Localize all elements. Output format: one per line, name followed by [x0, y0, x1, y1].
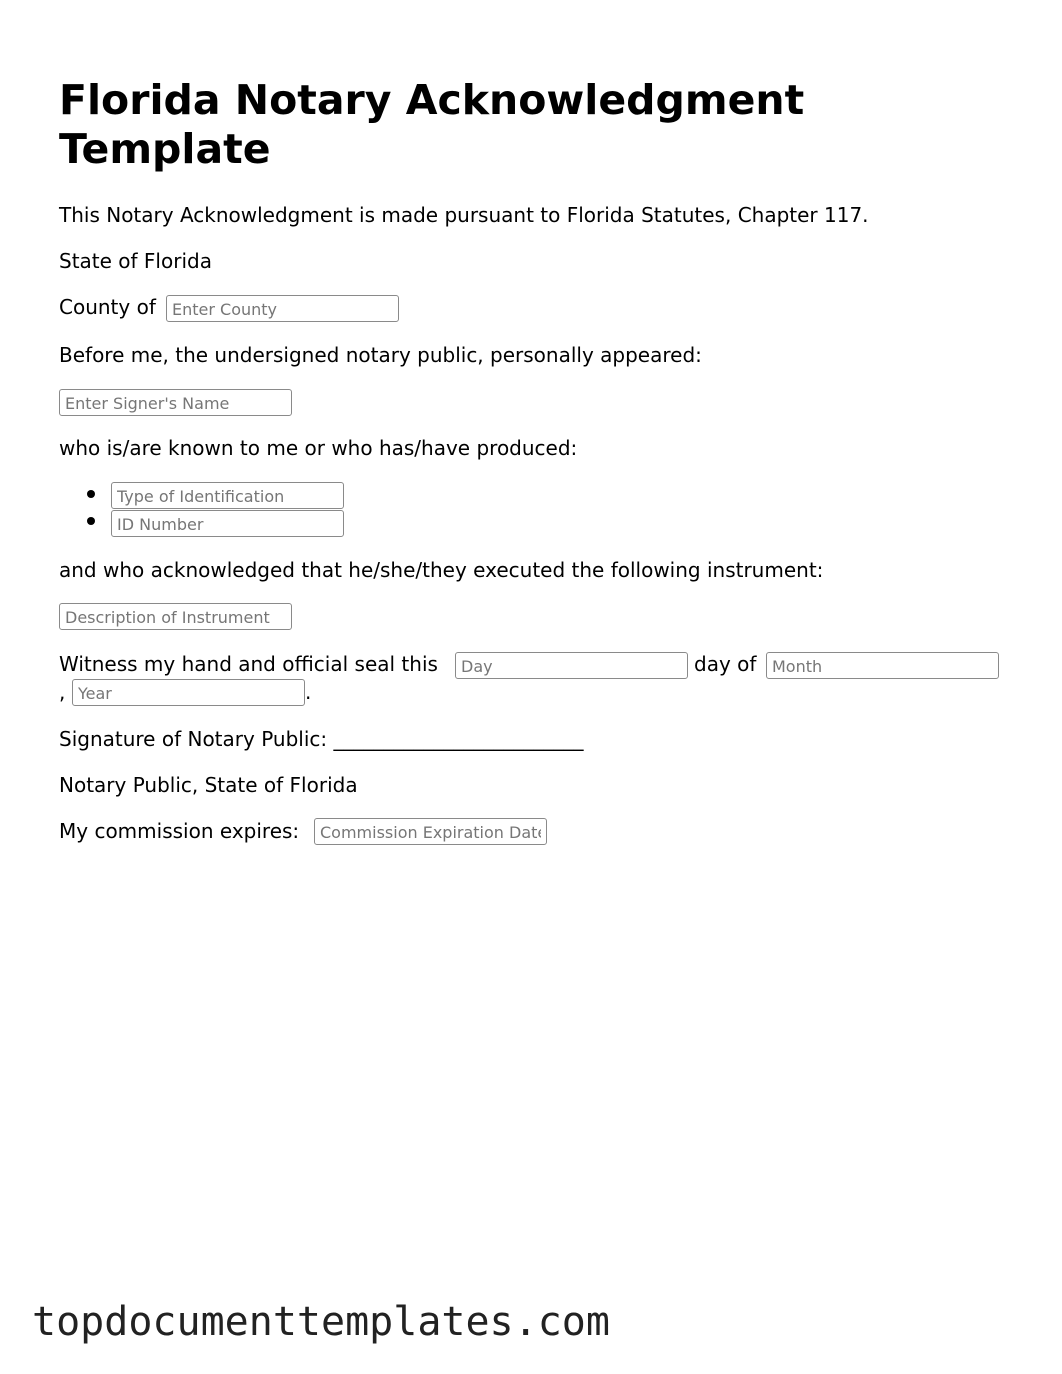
instrument-input[interactable]: [59, 603, 292, 630]
month-input[interactable]: [766, 652, 999, 679]
signature-line: Signature of Notary Public: _________________________: [59, 727, 584, 751]
intro-text: This Notary Acknowledgment is made pursuant to Florida Statutes, Chapter 117.: [59, 203, 869, 227]
period-text: .: [305, 680, 312, 704]
state-line: State of Florida: [59, 249, 212, 273]
id-number-input[interactable]: [111, 510, 344, 537]
watermark: topdocumenttemplates.com: [32, 1299, 610, 1345]
notary-line: Notary Public, State of Florida: [59, 773, 358, 797]
signer-name-input[interactable]: [59, 389, 292, 416]
appeared-text: Before me, the undersigned notary public, personally appeared:: [59, 343, 702, 367]
commission-expiration-input[interactable]: [314, 818, 547, 845]
acknowledged-text: and who acknowledged that he/she/they executed the following instrument:: [59, 558, 824, 582]
county-label: County of: [59, 295, 156, 319]
day-of-text: day of: [694, 652, 757, 676]
day-input[interactable]: [455, 652, 688, 679]
page-title: Florida Notary Acknowledgment Template: [59, 76, 805, 173]
year-input[interactable]: [72, 679, 305, 706]
produced-text: who is/are known to me or who has/have produced:: [59, 436, 578, 460]
witness-prefix: Witness my hand and official seal this: [59, 652, 438, 676]
comma-text: ,: [59, 680, 66, 704]
id-type-input[interactable]: [111, 482, 344, 509]
county-row: [59, 294, 156, 320]
bullet-icon: [87, 490, 95, 498]
bullet-icon: [87, 517, 95, 525]
commission-label: My commission expires:: [59, 819, 300, 843]
county-input[interactable]: [166, 295, 399, 322]
